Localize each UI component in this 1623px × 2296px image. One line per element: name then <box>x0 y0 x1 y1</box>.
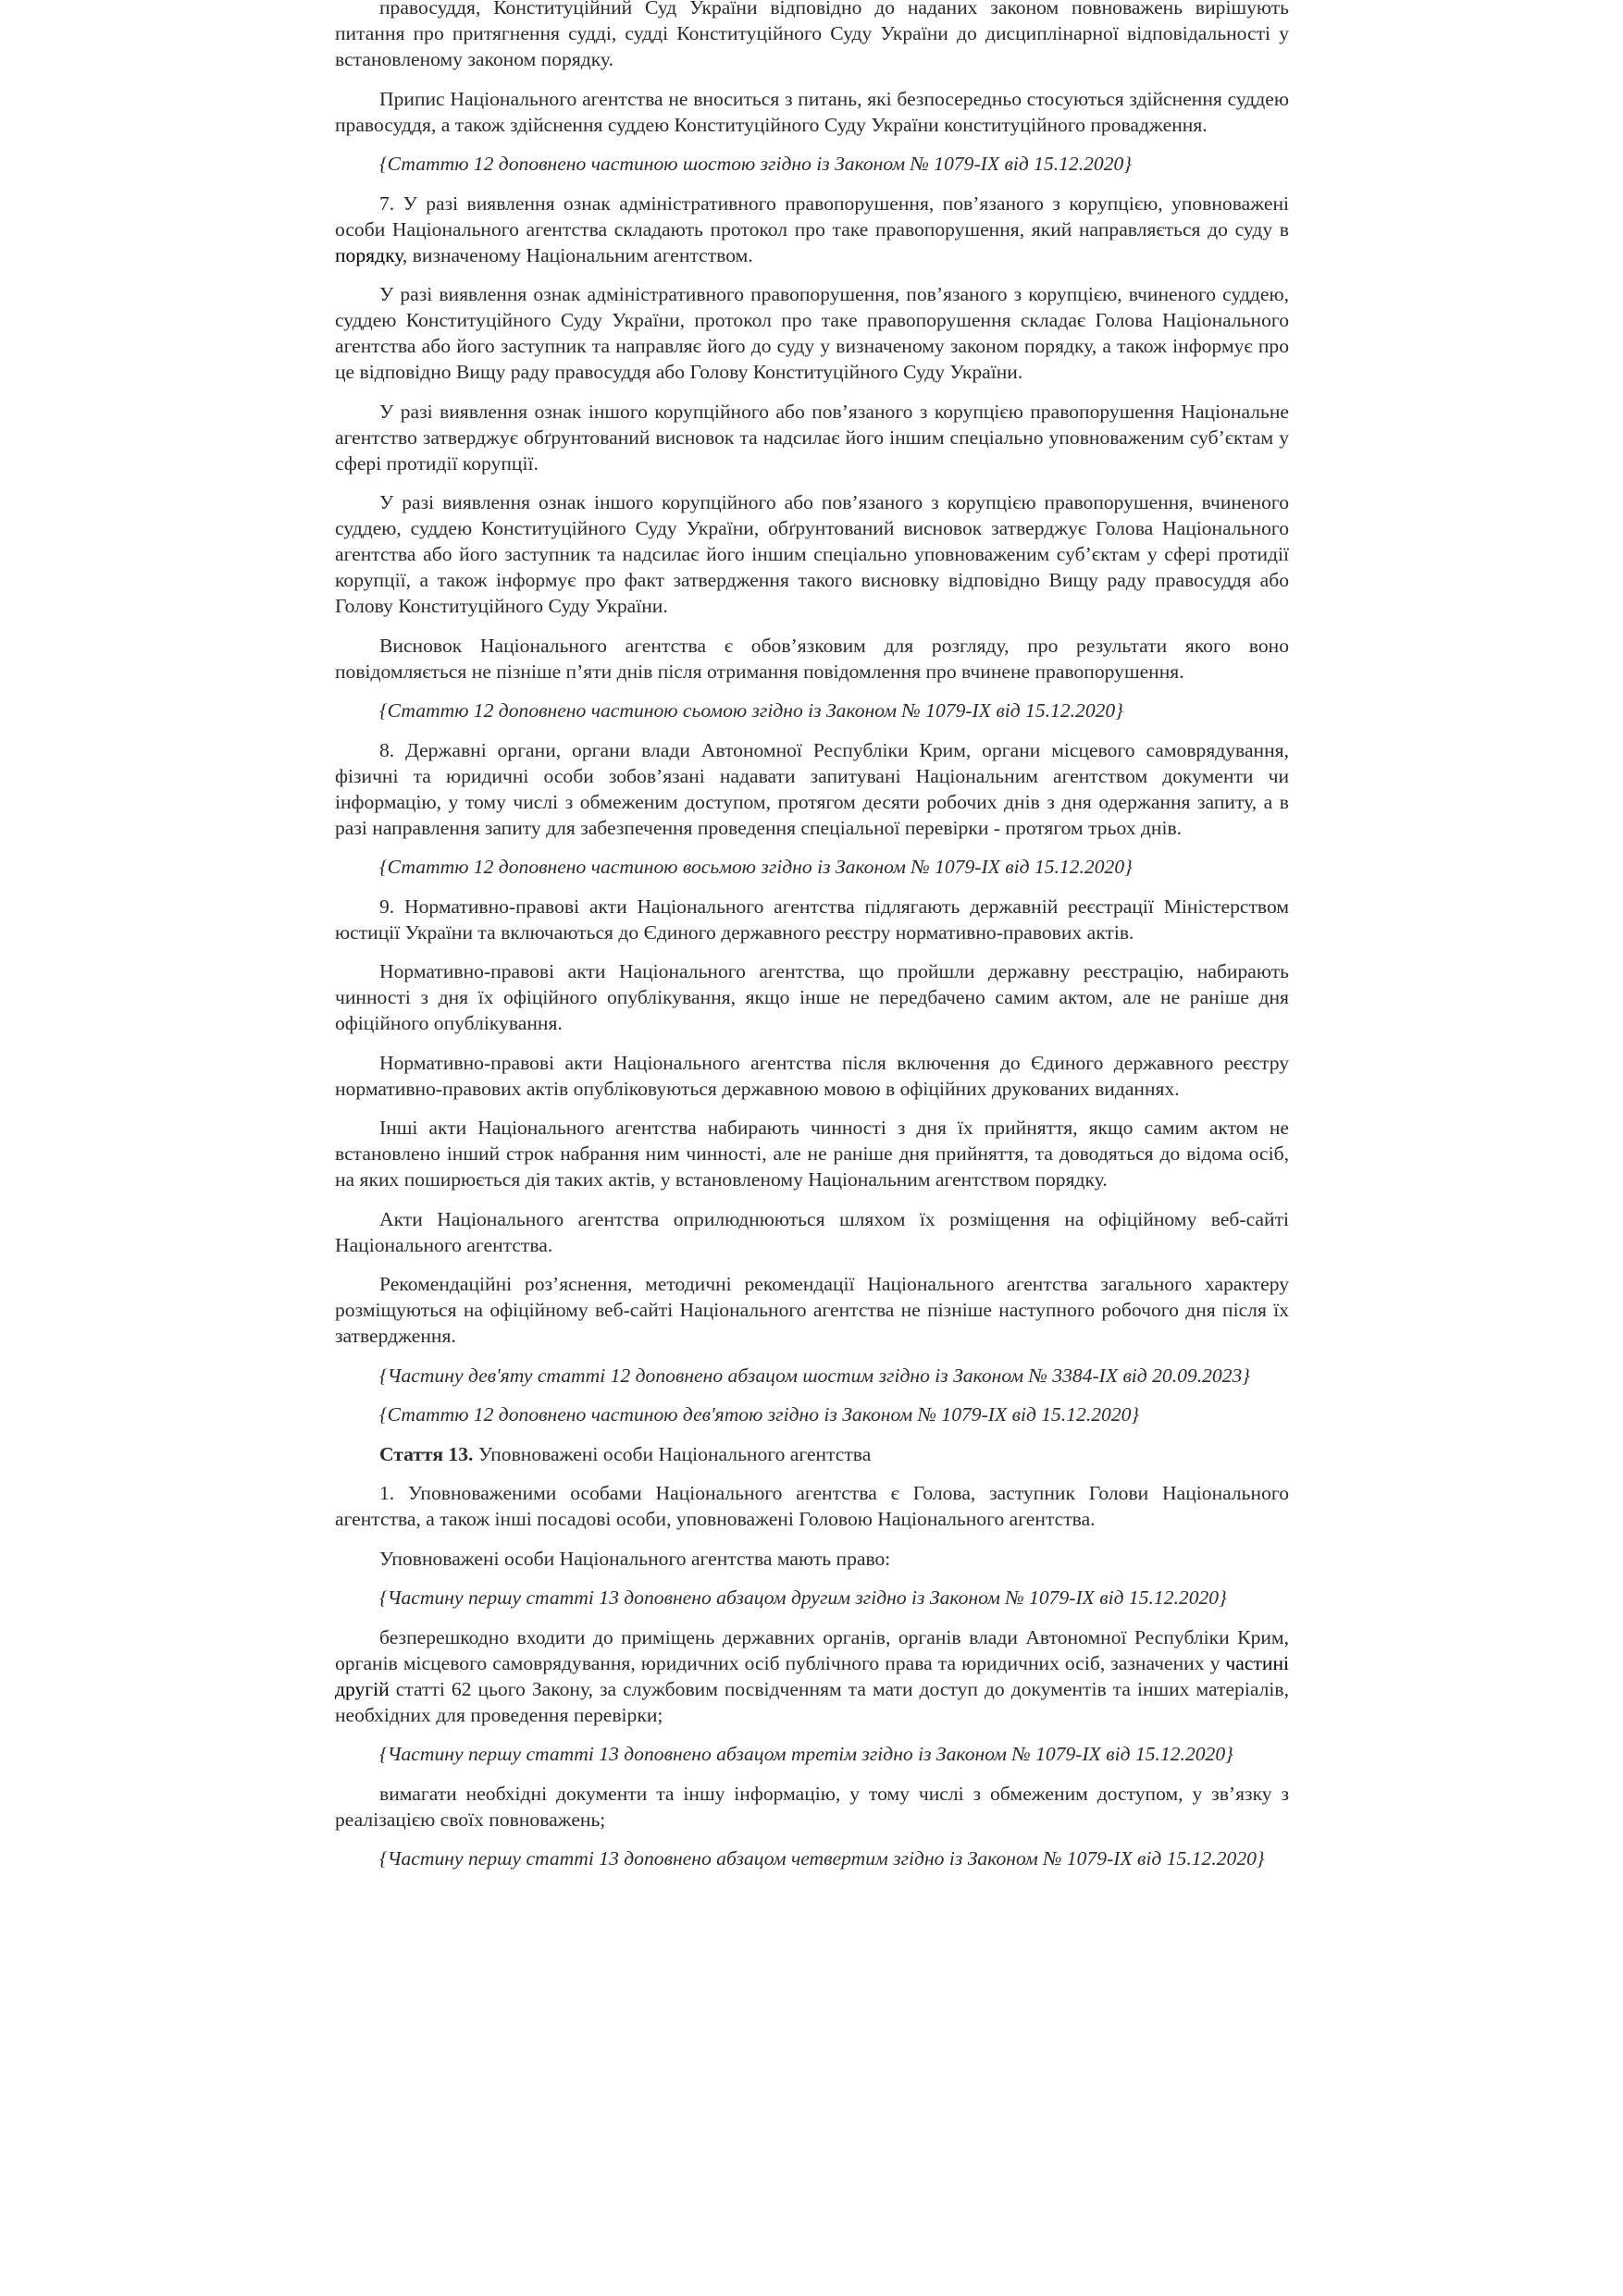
paragraph <box>335 191 1289 268</box>
paragraph: Уповноважені особи Національного агентства мають право: <box>379 1547 891 1570</box>
paragraph: вимагати необхідні документи та іншу інформацію, у тому числі з обмеженим доступом, у зв’язку з реалізацією своїх повноважень; <box>335 1782 1289 1831</box>
paragraph-text: статті 62 цього Закону, за службовим посвідченням та мати доступ до документів та інших матеріалів, необхідних для проведення перевірки; <box>335 1677 1289 1726</box>
paragraph: 1. Уповноваженими особами Національного агентства є Голова, заступник Голови Національного агентства, а також інші посадові особи, уповноважені Головою Національного агентства. <box>335 1482 1289 1530</box>
amendment-note: {Частину першу статті 13 доповнено абзацом другим згідно із Законом № 1079-IX від 15.12.2020} <box>379 1586 1227 1609</box>
amendment-note: {Частину дев'яту статті 12 доповнено абзацом шостим згідно із Законом № 3384-IX від 20.09.2023} <box>379 1364 1250 1387</box>
paragraph: Нормативно-правові акти Національного агентства після включення до Єдиного державного реєстру нормативно-правових актів опубліковуються державною мовою в офіційних друкованих виданнях. <box>335 1051 1289 1100</box>
paragraph: Нормативно-правові акти Національного агентства, що пройшли державну реєстрацію, набирають чинності з дня їх офіційного опублікування, якщо інше не передбачено самим актом, але не раніше дня офіційного опублікування. <box>335 960 1289 1034</box>
paragraph-text: 7. У разі виявлення ознак адміністративного правопорушення, пов’язаного з корупцією, уповноважені особи Національного агентства складають протокол про таке правопорушення, який направляється до суду в <box>335 191 1289 241</box>
paragraph-text: безперешкодно входити до приміщень державних органів, органів влади Автономної Республіки Крим, органів місцевого самоврядування, юридичних осіб публічного права та юридичних осіб, зазначених у <box>335 1625 1289 1674</box>
amendment-note: {Статтю 12 доповнено частиною шостою згідно із Законом № 1079-IX від 15.12.2020} <box>379 153 1132 175</box>
paragraph: Рекомендаційні роз’яснення, методичні рекомендації Національного агентства загального характеру розміщуються на офіційному веб-сайті Національного агентства не пізніше наступного робочого дня після їх затвердження. <box>335 1273 1289 1347</box>
paragraph: У разі виявлення ознак іншого корупційного або пов’язаного з корупцією правопорушення Національне агентство затверджує обґрунтований висновок та надсилає його іншим спеціально уповноваженим суб’єктам у сфері протидії корупції. <box>335 400 1289 475</box>
link-chastyni-druhii[interactable]: частині другій <box>335 1651 1289 1700</box>
paragraph: У разі виявлення ознак адміністративного правопорушення, пов’язаного з корупцією, вчиненого суддею, суддею Конституційного Суду України, протокол про таке правопорушення складає Голова Національного агентства або його заступник та направляє його до суду у визначеному законом порядку, а також інформує про це відповідно Вищу раду правосуддя або Голову Конституційного Суду України. <box>335 283 1289 383</box>
paragraph: Акти Національного агентства оприлюднюються шляхом їх розміщення на офіційному веб-сайті Національного агентства. <box>335 1207 1289 1256</box>
paragraph: Інші акти Національного агентства набирають чинності з дня їх прийняття, якщо самим актом не встановлено інший строк набрання ним чинності, але не раніше дня прийняття, та доводяться до відома осіб, на яких поширюється дія таких актів, у встановленому Національним агентством порядку. <box>335 1117 1289 1191</box>
amendment-note: {Статтю 12 доповнено частиною сьомою згідно із Законом № 1079-IX від 15.12.2020} <box>379 699 1123 722</box>
amendment-note: {Частину першу статті 13 доповнено абзацом третім згідно із Законом № 1079-IX від 15.12.2020} <box>379 1743 1233 1765</box>
document-page <box>335 0 1289 1885</box>
amendment-note: {Статтю 12 доповнено частиною восьмою згідно із Законом № 1079-IX від 15.12.2020} <box>379 856 1133 878</box>
paragraph-text: , визначеному Національним агентством. <box>402 243 753 266</box>
paragraph <box>335 1624 1289 1728</box>
link-poryadku[interactable]: порядку <box>335 243 403 266</box>
article-heading <box>335 1441 1289 1467</box>
paragraph: Висновок Національного агентства є обов’язковим для розгляду, про результати якого воно повідомляється не пізніше п’яти днів після отримання повідомлення про вчинене правопорушення. <box>335 634 1289 683</box>
paragraph: У разі виявлення ознак іншого корупційного або пов’язаного з корупцією правопорушення, вчиненого суддею, суддею Конституційного Суду України, обґрунтований висновок затверджує Голова Національного агентства або його заступник та надсилає його іншим спеціально уповноваженим суб’єктам у сфері протидії корупції, а також інформує про факт затвердження такого висновку відповідно Вищу раду правосуддя або Голову Конституційного Суду України. <box>335 491 1289 617</box>
paragraph: 9. Нормативно-правові акти Національного агентства підлягають державній реєстрації Міністерством юстиції України та включаються до Єдиного державного реєстру нормативно-правових актів. <box>335 895 1289 944</box>
paragraph: Припис Національного агентства не вноситься з питань, які безпосередньо стосуються здійснення суддею правосуддя, а також здійснення суддею Конституційного Суду України конституційного провадження. <box>335 87 1289 136</box>
amendment-note: {Статтю 12 доповнено частиною дев'ятою згідно із Законом № 1079-IX від 15.12.2020} <box>379 1403 1140 1426</box>
article-title: Уповноважені особи Національного агентства <box>473 1442 872 1465</box>
amendment-note: {Частину першу статті 13 доповнено абзацом четвертим згідно із Законом № 1079-IX від 15.12.2020} <box>379 1847 1265 1870</box>
paragraph: 8. Державні органи, органи влади Автономної Республіки Крим, органи місцевого самоврядування, фізичні та юридичні особи зобов’язані надавати запитувані Національним агентством документи чи інформацію, у тому числі з обмеженим доступом, протягом десяти робочих днів з дня одержання запиту, а в разі направлення запиту для забезпечення проведення спеціальної перевірки - протягом трьох днів. <box>335 738 1289 839</box>
article-number: Стаття 13. <box>379 1442 474 1465</box>
paragraph: правосуддя, Конституційний Суд України відповідно до наданих законом повноважень вирішують питання про притягнення судді, судді Конституційного Суду України до дисциплінарної відповідальності у встановленому законом порядку. <box>335 0 1289 70</box>
